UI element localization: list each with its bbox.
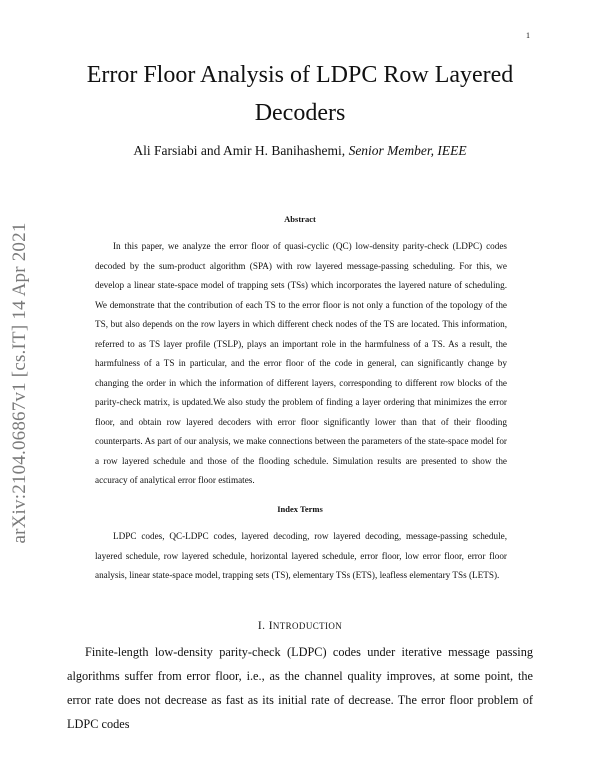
index-terms-heading: Index Terms xyxy=(277,504,323,514)
introduction-text: Finite-length low-density parity-check (LDPC) codes under iterative message passing algorithms suffer from error floor, i.e., as the channel quality improves, at some point, the error rate does not decrease as fast as its initial rate of decrease. The error floor problem of LDPC codes xyxy=(67,645,533,731)
index-terms-text: LDPC codes, QC-LDPC codes, layered decoding, row layered decoding, message-passing schedule, layered schedule, row layered schedule, horizontal layered schedule, error floor, low error floor, error floor analysis, linear state-space model, trapping sets (TS), elementary TSs (ETS), leafless elementary TSs (LETS). xyxy=(95,531,507,580)
arxiv-stamp xyxy=(6,210,34,555)
paper-title: Error Floor Analysis of LDPC Row Layered Decoders xyxy=(86,62,514,126)
author-affiliation: Senior Member, IEEE xyxy=(348,143,467,158)
arxiv-stamp-text: arXiv:2104.06867v1 [cs.IT] 14 Apr 2021 xyxy=(9,221,30,544)
page-number: 1 xyxy=(526,31,530,40)
abstract-heading: Abstract xyxy=(284,214,316,224)
abstract-text: In this paper, we analyze the error floor of quasi-cyclic (QC) low-density parity-check (LDPC) codes decoded by the sum-product algorithm (SPA) with row layered message-passing scheduling. For this, we develop a linear state-space model of trapping sets (TSs) which incorporates the layered nature of scheduling. We demonstrate that the contribution of each TS to the error floor is not only a function of the topology of the TS, but also depends on the row layers in which different check nodes of the TS are located. This information, referred to as TS layer profile (TSLP), plays an important role in the harmfulness of a TS. As a result, the harmfulness of a TS in particular, and the error floor of the code in general, can significantly change by changing the order in which the information of different layers, corresponding to different row blocks of the parity-check matrix, is updated.We also study the problem of finding a layer ordering that minimizes the error floor, and obtain row layered decoders with error floor significantly lower than that of their flooding counterparts. As part of our analysis, we make connections between the parameters of the state-space model for a row layered schedule and those of the flooding schedule. Simulation results are presented to show the accuracy of analytical error floor estimates. xyxy=(95,241,507,485)
author-line xyxy=(70,143,530,159)
author-names: Ali Farsiabi and Amir H. Banihashemi, xyxy=(133,143,349,158)
introduction-heading: I. INTRODUCTION xyxy=(257,620,343,632)
